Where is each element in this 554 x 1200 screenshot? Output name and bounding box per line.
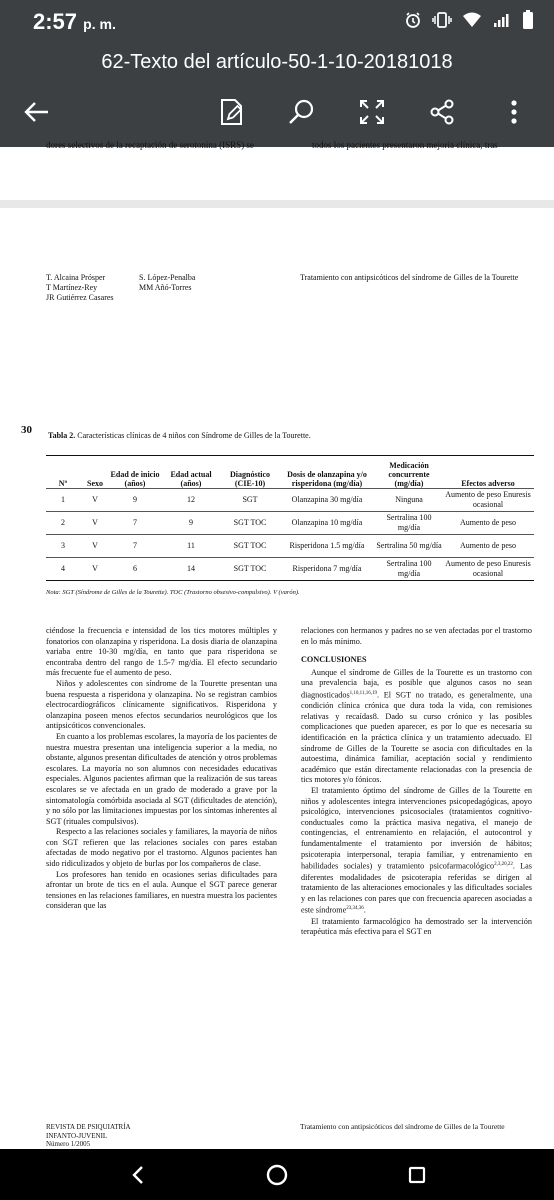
table-row (46, 489, 534, 512)
pdf-viewport[interactable] (0, 140, 554, 1149)
edit-button[interactable] (212, 92, 252, 132)
cell-sexo: V (80, 558, 110, 581)
col-header: Diagnóstico (CIE-10) (230, 470, 270, 488)
clinical-table (46, 455, 534, 581)
back-arrow-icon (21, 97, 51, 127)
cell-efectos: Aumento de peso (442, 512, 534, 535)
fullscreen-button[interactable] (352, 92, 392, 132)
status-bar (0, 0, 554, 40)
text-span: . Las diferentes modalidades de psicoterapia referidas se dirigen al tratamiento de las alteraciones emocionales y las dificultades sociales y en las relaciones con pares que con frecuencia aparecen asociadas a este síndrome (301, 861, 532, 916)
status-time-value: 2:57 (33, 9, 78, 34)
cell-inicio: 9 (110, 489, 160, 512)
text-span: Aunque el síndrome de Gilles de la Tourette es un trastorno con una prevalencia baja, es posible que algunos casos no sean diagnosticados (301, 667, 532, 700)
cell-inicio: 7 (110, 535, 160, 558)
fullscreen-icon (358, 98, 386, 126)
previous-page-text-right: todos los pacientes presentaron mejoría clínica, tras (312, 140, 498, 150)
document-title: 62-Texto del artículo-50-1-10-20181018 (101, 51, 453, 73)
status-time (33, 9, 116, 35)
col-header: Nº (58, 479, 68, 488)
cell-n: 1 (46, 489, 80, 512)
author: MM Añó-Torres (139, 283, 192, 292)
cell-med: Sertralina 50 mg/día (376, 535, 442, 558)
author: S. López-Penalba (139, 273, 196, 282)
table-row (46, 535, 534, 558)
cell-dosis: Risperidona 1.5 mg/día (278, 535, 376, 558)
cell-med: Ninguna (376, 489, 442, 512)
signal-icon (492, 11, 512, 29)
paragraph (301, 786, 532, 917)
paragraph: ciéndose la frecuencia e intensidad de los tics motores múltiples y fonatorios con olanzapina y risperidona. La dosis diaria de olanzapina variaba entre 10-30 mg/día, en tanto que para risperidona se encontraba dentro del rango de 1.5-7 mg/día. El efecto secundario más frecuente fue el aumento de peso. (46, 626, 277, 678)
author: T. Alcaina Prósper (46, 273, 106, 282)
navigation-bar (0, 1149, 554, 1200)
paragraph (301, 668, 532, 786)
footer-line: INFANTO-JUVENIL (46, 1131, 108, 1140)
cell-actual: 11 (160, 535, 222, 558)
footer-running-title: Tratamiento con antipsicóticos del síndrome de Gilles de la Tourette (300, 1122, 505, 1131)
table-caption-text: Características clínicas de 4 niños con Síndrome de Gilles de la Tourette. (75, 431, 311, 440)
nav-back-button[interactable] (124, 1161, 152, 1189)
cell-sexo: V (80, 512, 110, 535)
share-icon (428, 98, 456, 126)
cell-efectos: Aumento de peso Enuresis ocasional (442, 558, 534, 581)
page-number: 30 (21, 424, 32, 436)
paragraph: Los profesores han tenido en ocasiones serias dificultades para afrontar un brote de tics en el aula. Aunque el SGT parece generar tensiones en las relaciones familiares, en nuestra muestra los pacientes consideran que las (46, 869, 277, 911)
cell-dx: SGT TOC (222, 535, 278, 558)
cell-actual: 14 (160, 558, 222, 581)
search-button[interactable] (282, 92, 322, 132)
body-column-left (46, 626, 277, 912)
paragraph: En cuanto a los problemas escolares, la mayoría de los pacientes de nuestra muestra presentan una inteligencia superior a la media, no obstante, algunos presentan dificultades de atención y otros problemas escolares. La mayoría no son alumnos con necesidades educativas especiales. Algunos pacientes afirman que la realización de sus tareas escolares se ve afectada en un grado de moderado a grave por la sintomatología comórbida asociada al SGT (dificultades de atención), y no sólo por las limitaciones impuestas por los síntomas inherentes al SGT (rituales compulsivos). (46, 731, 277, 826)
status-icons (404, 10, 534, 30)
wifi-icon (462, 11, 482, 29)
nav-home-icon (265, 1163, 289, 1187)
more-options-button[interactable] (494, 92, 534, 132)
cell-n: 3 (46, 535, 80, 558)
nav-recents-icon (407, 1165, 427, 1185)
vibrate-icon (432, 11, 452, 29)
cell-sexo: V (80, 489, 110, 512)
cell-n: 2 (46, 512, 80, 535)
cell-dosis: Olanzapina 10 mg/día (278, 512, 376, 535)
page-header-authors-2 (139, 273, 195, 293)
author: T Martínez-Rey (46, 283, 98, 292)
battery-icon (522, 10, 534, 30)
cell-sexo: V (80, 535, 110, 558)
text-span: . El SGT no tratado, es generalmente, una condición clínica crónica que dura toda la vida, con remisiones relativas y recaídas8. Dado su curso crónico y las posibles complicaciones que pueden aparecer, es por lo que es necesaria su identificación en la práctica clínica y un tratamiento adecuado. El síndrome de Gilles de la Tourette se asocia con dificultades en la autoestima, dinámica familiar, aceptación social y rendimiento académico que están directamente relacionadas con la presencia de tics motores y/o fónicos. (301, 690, 532, 785)
cell-inicio: 6 (110, 558, 160, 581)
cell-med: Sertralina 100 mg/día (376, 558, 442, 581)
share-button[interactable] (422, 92, 462, 132)
pdf-toolbar (0, 40, 554, 147)
nav-home-button[interactable] (263, 1161, 291, 1189)
cell-dx: SGT (222, 489, 278, 512)
cell-efectos: Aumento de peso (442, 535, 534, 558)
author: JR Gutiérrez Casares (46, 293, 114, 302)
text-span: El tratamiento óptimo del síndrome de Gilles de la Tourette en niños y adolescentes integra intervenciones psicopedagógicas, apoyo psicológico, intervenciones psicosociales (tratamientos cognitivo-conductuales como la práctica masiva negativa, el manejo de contingencias, el entrenamiento en relajación, el autocontrol y fundamentalmente el tratamiento por inversión de hábitos; psicoterapia interpersonal, terapia familiar, y entrenamiento en habilidades sociales) y tratamiento psicofarmacológico (301, 786, 532, 871)
table-row (46, 512, 534, 535)
cell-med: Sertralina 100 mg/día (376, 512, 442, 535)
section-heading: CONCLUSIONES (301, 655, 367, 665)
cell-n: 4 (46, 558, 80, 581)
cell-dx: SGT TOC (222, 512, 278, 535)
table-note: Nota: SGT (Síndrome de Gilles de la Tourette). TOC (Trastorno obsesivo-compulsivo). V (varón). (46, 589, 300, 596)
col-header: Edad actual (años) (170, 470, 212, 488)
col-header: Dosis de olanzapina y/o risperidona (mg/día) (287, 470, 367, 488)
table-caption-label: Tabla 2. (48, 431, 76, 440)
footer-line: REVISTA DE PSIQUIATRÍA (46, 1123, 131, 1131)
page-header-authors-1 (46, 273, 114, 303)
citation: 23,34,36 (346, 906, 364, 912)
cell-inicio: 7 (110, 512, 160, 535)
cell-dosis: Risperidona 7 mg/día (278, 558, 376, 581)
pdf-page (0, 208, 554, 1149)
body-column-right (301, 626, 532, 938)
edit-document-icon (218, 97, 246, 127)
back-button[interactable] (16, 92, 56, 132)
paragraph: El tratamiento farmacológico ha demostrado ser la intervención terapéutica más efectiva para el SGT en (301, 916, 532, 937)
page-header-running-title: Tratamiento con antipsicóticos del síndrome de Gilles de la Tourette (300, 273, 519, 282)
cell-dx: SGT TOC (222, 558, 278, 581)
table-caption (48, 431, 311, 440)
more-vertical-icon (509, 98, 519, 126)
table-row (46, 558, 534, 581)
col-header: Medicación concurrente (mg/día) (388, 461, 430, 488)
previous-page-text-left: dores selectivos de la recaptación de serotonina (ISRS) se (46, 140, 254, 150)
nav-recents-button[interactable] (403, 1161, 431, 1189)
paragraph: Niños y adolescentes con síndrome de la Tourette presentan una buena respuesta a risperidona y olanzapina. No se registran cambios electrocardiográficos clínicamente significativos. Risperidona y olanzapina poseen menos efectos secundarios neurológicos que los antipsicóticos convencionales. (46, 678, 277, 731)
cell-actual: 9 (160, 512, 222, 535)
col-header: Sexo (87, 479, 103, 488)
citation: 1,10,11,16,19 (349, 690, 377, 696)
col-header: Edad de inicio (años) (110, 470, 160, 488)
text-span: . (363, 906, 366, 916)
paragraph: Respecto a las relaciones sociales y familiares, la mayoría de niños con SGT refieren que las relaciones sociales con pares estaban afectadas de modo negativo por el trastorno. Algunos pacientes han sido ridiculizados y objeto de burlas por los compañeros de clase. (46, 827, 277, 869)
cell-actual: 12 (160, 489, 222, 512)
nav-back-icon (131, 1165, 145, 1185)
cell-efectos: Aumento de peso Enuresis ocasional (442, 489, 534, 512)
col-header: Efectos adverso (461, 479, 515, 488)
citation: 2,3,20,22 (494, 862, 513, 868)
alarm-icon (404, 11, 422, 29)
status-time-ampm: p. m. (83, 16, 116, 32)
paragraph: relaciones con hermanos y padres no se ven afectadas por el trastorno en lo más mínimo. (301, 626, 532, 646)
cell-dosis: Olanzapina 30 mg/día (278, 489, 376, 512)
footer-line: Número 1/2005 (46, 1140, 91, 1148)
table-header-row (46, 456, 534, 489)
search-icon (287, 97, 317, 127)
previous-page (0, 140, 554, 200)
